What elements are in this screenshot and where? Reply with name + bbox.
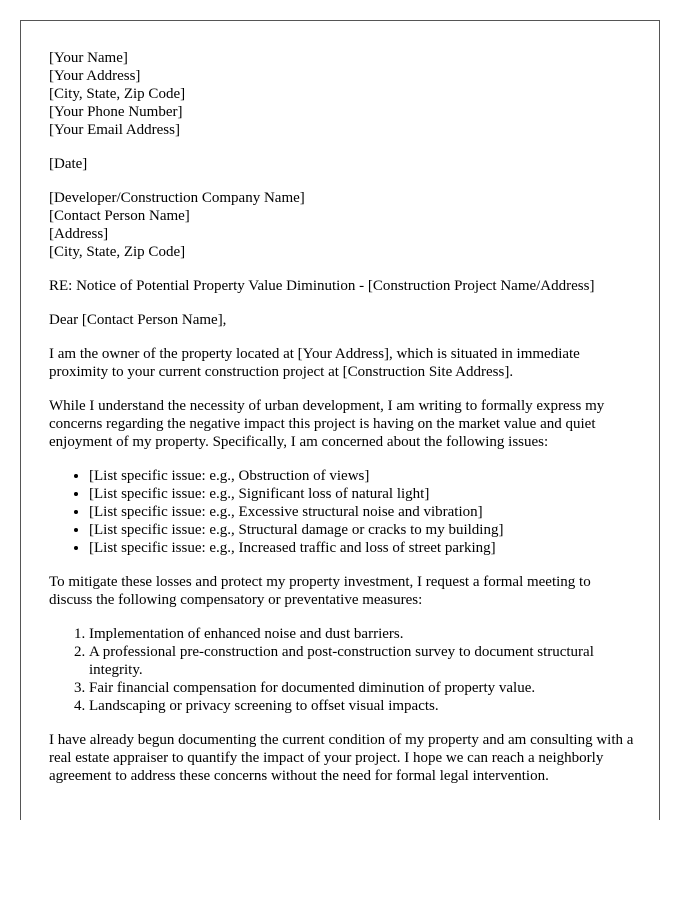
- concerns-paragraph: While I understand the necessity of urban development, I am writing to formally express my concerns regarding the negative impact this project is having on the market value and quiet enjoyment of my property. Specifically, I am concerned about the following issues:: [49, 398, 605, 450]
- list-item: • [List specific issue: e.g., Significant loss of natural light]: [89, 485, 635, 503]
- letter-page: [20, 20, 660, 820]
- salutation: Dear [Contact Person Name],: [49, 312, 227, 328]
- date-block: [49, 155, 635, 173]
- subject-line: RE: Notice of Potential Property Value Diminution - [Construction Project Name/Address]: [49, 278, 595, 294]
- letter-body: [49, 49, 635, 801]
- closing-paragraph: I have already begun documenting the current condition of my property and am consulting with a real estate appraiser to quantify the impact of your project. I hope we can reach a neighborly agreement to address these concerns without the need for formal legal intervention.: [49, 732, 634, 784]
- recipient-address: [Address]: [49, 226, 109, 242]
- list-item: • [List specific issue: e.g., Excessive structural noise and vibration]: [89, 503, 635, 521]
- recipient-company: [Developer/Construction Company Name]: [49, 190, 305, 206]
- recipient-contact: [Contact Person Name]: [49, 208, 190, 224]
- sender-phone: [Your Phone Number]: [49, 104, 183, 120]
- list-item: 2. A professional pre-construction and post-construction survey to document structural integrity.: [89, 643, 635, 679]
- sender-address: [Your Address]: [49, 68, 141, 84]
- recipient-block: [49, 189, 635, 261]
- list-item: • [List specific issue: e.g., Increased traffic and loss of street parking]: [89, 539, 635, 557]
- mitigation-paragraph: To mitigate these losses and protect my property investment, I request a formal meeting to discuss the following compensatory or preventative measures:: [49, 574, 591, 608]
- letter-date: [Date]: [49, 156, 88, 172]
- sender-name: [Your Name]: [49, 50, 128, 66]
- list-item: • [List specific issue: e.g., Obstruction of views]: [89, 467, 635, 485]
- sender-email: [Your Email Address]: [49, 122, 180, 138]
- list-item: • [List specific issue: e.g., Structural damage or cracks to my building]: [89, 521, 635, 539]
- list-item: 3. Fair financial compensation for documented diminution of property value.: [89, 679, 635, 697]
- measures-list: [49, 625, 635, 715]
- issues-list: [49, 467, 635, 557]
- sender-block: [49, 49, 635, 139]
- list-item: 1. Implementation of enhanced noise and dust barriers.: [89, 625, 635, 643]
- sender-city-state-zip: [City, State, Zip Code]: [49, 86, 186, 102]
- list-item: 4. Landscaping or privacy screening to offset visual impacts.: [89, 697, 635, 715]
- intro-paragraph: I am the owner of the property located at [Your Address], which is situated in immediate proximity to your current construction project at [Construction Site Address].: [49, 346, 580, 380]
- recipient-city-state-zip: [City, State, Zip Code]: [49, 244, 186, 260]
